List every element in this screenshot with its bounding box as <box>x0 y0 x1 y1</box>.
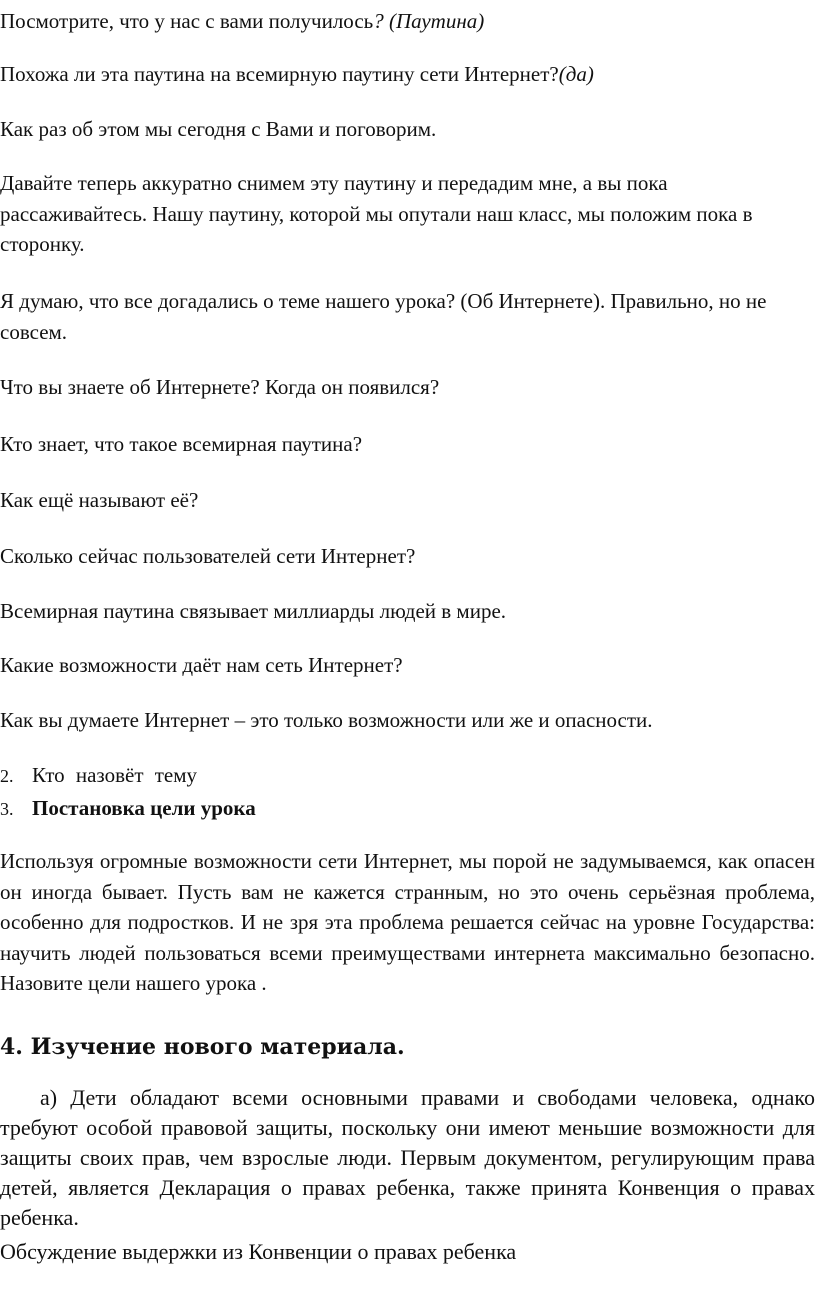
text-line-result-main: Посмотрите, что у нас с вами получилось <box>0 9 374 33</box>
text-paragraph-lesson-topic: Я думаю, что все догадались о теме нашего урока? (Об Интернете). Правильно, но не совсем. <box>0 289 767 344</box>
text-line-users-count: Сколько сейчас пользователей сети Интернет? <box>0 544 416 568</box>
section-heading: 4. Изучение нового материала. <box>0 1034 405 1060</box>
text-line-dangers: Как вы думаете Интернет – это только возможности или же и опасности. <box>0 708 653 732</box>
text-paragraph-goal: Используя огромные возможности сети Интернет, мы порой не задумываемся, как опасен он иногда бывает. Пусть вам не кажется странным, но это очень серьёзная проблема, особенно для подростков. И не зря эта проблема решается сейчас на уровне Государства: научить людей пользоваться всеми преимуществами интернета максимально безопасно. Назовите цели нашего урока . <box>0 849 815 995</box>
text-line-result <box>0 6 484 36</box>
list-item-topic <box>0 761 197 790</box>
text-line-world-web: Кто знает, что такое всемирная паутина? <box>0 432 363 456</box>
list-number: 2. <box>0 766 14 786</box>
text-line-web-question-answer: (да) <box>558 62 594 86</box>
text-line-today: Как раз об этом мы сегодня с Вами и поговорим. <box>0 117 437 141</box>
text-line-possibilities: Какие возможности даёт нам сеть Интернет? <box>0 653 403 677</box>
text-paragraph-web-remove: Давайте теперь аккуратно снимем эту паутину и передадим мне, а вы пока рассаживайтесь. Нашу паутину, которой мы опутали наш класс, мы положим пока в сторонку. <box>0 171 753 256</box>
list-number: 3. <box>0 799 14 819</box>
list-item-goal <box>0 794 256 823</box>
list-item-text: Постановка цели урока <box>32 796 256 820</box>
text-line-internet-known: Что вы знаете об Интернете? Когда он появился? <box>0 375 440 399</box>
text-line-result-answer: ? (Паутина) <box>373 9 485 33</box>
list-item-text: Кто назовёт тему <box>32 763 198 787</box>
text-line-web-question <box>0 59 594 89</box>
text-paragraph-rights-body: а) Дети обладают всеми основными правами и свободами человека, однако требуют особой правовой защиты, поскольку они имеют меньшие возможности для защиты своих прав, чем взрослые люди. Первым документом, регулирующим права детей, является Декларация о правах ребенка, также принята Конвенция о правах ребенка. <box>0 1085 815 1230</box>
text-line-billions: Всемирная паутина связывает миллиарды людей в мире. <box>0 599 507 623</box>
text-line-other-name: Как ещё называют её? <box>0 488 199 512</box>
text-paragraph-rights <box>0 1083 815 1233</box>
text-line-convention: Обсуждение выдержки из Конвенции о правах ребенка <box>0 1239 517 1264</box>
text-line-web-question-main: Похожа ли эта паутина на всемирную паутину сети Интернет? <box>0 62 559 86</box>
